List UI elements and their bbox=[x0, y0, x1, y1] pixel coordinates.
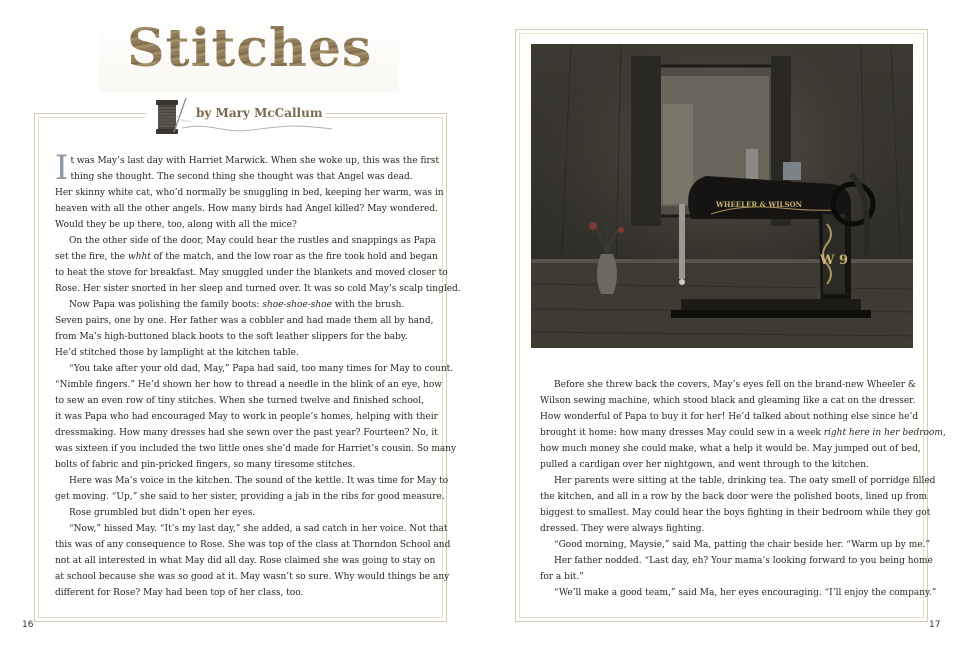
story-right-line: brought it home: how many dresses May could sew in a week right here in her bedroom, bbox=[540, 428, 946, 438]
page-number-left: 16 bbox=[22, 620, 34, 630]
story-left-line: to heat the stove for breakfast. May snuggled under the blankets and moved closer to bbox=[55, 268, 448, 278]
story-left-line: “Now,” hissed May. “It’s my last day,” she added, a sad catch in her voice. Not that bbox=[69, 524, 448, 534]
story-left-line: different for Rose? May had been top of her class, too. bbox=[55, 588, 304, 598]
story-left-line: get moving. “Up,” she said to her sister, providing a jab in the ribs for good measure. bbox=[55, 492, 445, 502]
machine-model-label: W 9 bbox=[819, 253, 849, 268]
story-right-line: Wilson sewing machine, which stood black and gleaming like a cat on the dresser. bbox=[540, 396, 916, 406]
story-left-line: Here was Ma’s voice in the kitchen. The sound of the kettle. It was time for May to bbox=[69, 476, 449, 486]
story-left-line: Would they be up there, too, along with all the mice? bbox=[55, 220, 297, 230]
story-left-line: Seven pairs, one by one. Her father was a cobbler and had made them all by hand, bbox=[55, 316, 434, 326]
thread-line-ornament bbox=[182, 120, 332, 136]
story-left-line: from Ma’s high-buttoned black boots to the soft leather slippers for the baby. bbox=[55, 332, 408, 342]
story-left-line: On the other side of the door, May could hear the rustles and snappings as Papa bbox=[69, 236, 436, 246]
story-left-line: Rose grumbled but didn’t open her eyes. bbox=[69, 508, 256, 518]
thread-spool-icon bbox=[150, 96, 196, 138]
story-right-line: pulled a cardigan over her nightgown, and went through to the kitchen. bbox=[540, 460, 869, 470]
story-left-line: it was Papa who had encouraged May to work in people’s homes, helping with their bbox=[55, 412, 438, 422]
story-left-line: Rose. Her sister snorted in her sleep and turned over. It was so cold May’s scalp tingled. bbox=[55, 284, 461, 294]
story-right-line: Her father nodded. “Last day, eh? Your mama’s looking forward to you being home bbox=[554, 556, 933, 566]
story-right-line: dressed. They were always fighting. bbox=[540, 524, 705, 534]
story-left-line: Her skinny white cat, who’d normally be snuggling in bed, keeping her warm, was in bbox=[55, 188, 444, 198]
story-right-line: for a bit.” bbox=[540, 572, 584, 582]
story-right-line: How wonderful of Papa to buy it for her! He’d talked about nothing else since he’d bbox=[540, 412, 919, 422]
story-right-line: Before she threw back the covers, May’s eyes fell on the brand-new Wheeler & bbox=[554, 380, 916, 390]
drop-cap: I bbox=[55, 148, 69, 188]
story-right-line: “Good morning, Maysie,” said Ma, patting the chair beside her. “Warm up by me.” bbox=[554, 540, 931, 550]
story-right-line: “We’ll make a good team,” said Ma, her eyes encouraging. “I’ll enjoy the company.” bbox=[554, 588, 937, 598]
story-left-line: It was May’s last day with Harriet Marwick. When she woke up, this was the first bbox=[55, 148, 440, 188]
story-left-line: not at all interested in what May did all day. Rose claimed she was going to stay on bbox=[55, 556, 436, 566]
story-left-line: “Nimble fingers.” He’d shown her how to thread a needle in the blink of an eye, how bbox=[55, 380, 442, 390]
story-left-line: this was of any consequence to Rose. She was top of the class at Thorndon School and bbox=[55, 540, 451, 550]
sewing-machine-illustration bbox=[531, 44, 913, 348]
story-left-line: heaven with all the other angels. How many birds had Angel killed? May wondered. bbox=[55, 204, 438, 214]
story-right-line: how much money she could make, what a help it would be. May jumped out of bed, bbox=[540, 444, 921, 454]
story-left-line: to sew an even row of tiny stitches. When she turned twelve and finished school, bbox=[55, 396, 424, 406]
story-left-line: set the fire, the whht of the match, and the low roar as the fire took hold and began bbox=[55, 252, 438, 262]
page-number-right: 17 bbox=[929, 620, 941, 630]
story-right-line: the kitchen, and all in a row by the back door were the polished boots, lined up from bbox=[540, 492, 928, 502]
story-left-line: bolts of fabric and pin-pricked fingers, so many tiresome stitches. bbox=[55, 460, 356, 470]
story-left-line: Now Papa was polishing the family boots: shoe-shoe-shoe with the brush. bbox=[69, 300, 405, 310]
story-right-line: biggest to smallest. May could hear the boys fighting in their bedroom while they got bbox=[540, 508, 931, 518]
story-title: Stitches bbox=[127, 16, 372, 82]
story-left-line: at school because she was so good at it. May wasn’t so sure. Why would things be any bbox=[55, 572, 450, 582]
story-left-line: “You take after your old dad, May,” Papa had said, too many times for May to count. bbox=[69, 364, 454, 374]
story-right-line: Her parents were sitting at the table, drinking tea. The oaty smell of porridge filled bbox=[554, 476, 936, 486]
byline: by Mary McCallum bbox=[196, 106, 323, 120]
story-left-line: dressmaking. How many dresses had she sewn over the past year? Fourteen? No, it bbox=[55, 428, 438, 438]
story-text-left bbox=[55, 148, 461, 601]
story-text-right bbox=[540, 377, 946, 601]
story-left-line: thing she thought. The second thing she thought was that Angel was dead. bbox=[70, 172, 413, 182]
story-left-line: was sixteen if you included the two little ones she’d made for Harriet’s cousin. So many bbox=[55, 444, 457, 454]
machine-brand-label: WHEELER & WILSON bbox=[715, 200, 803, 209]
story-left-line: He’d stitched those by lamplight at the kitchen table. bbox=[55, 348, 299, 358]
